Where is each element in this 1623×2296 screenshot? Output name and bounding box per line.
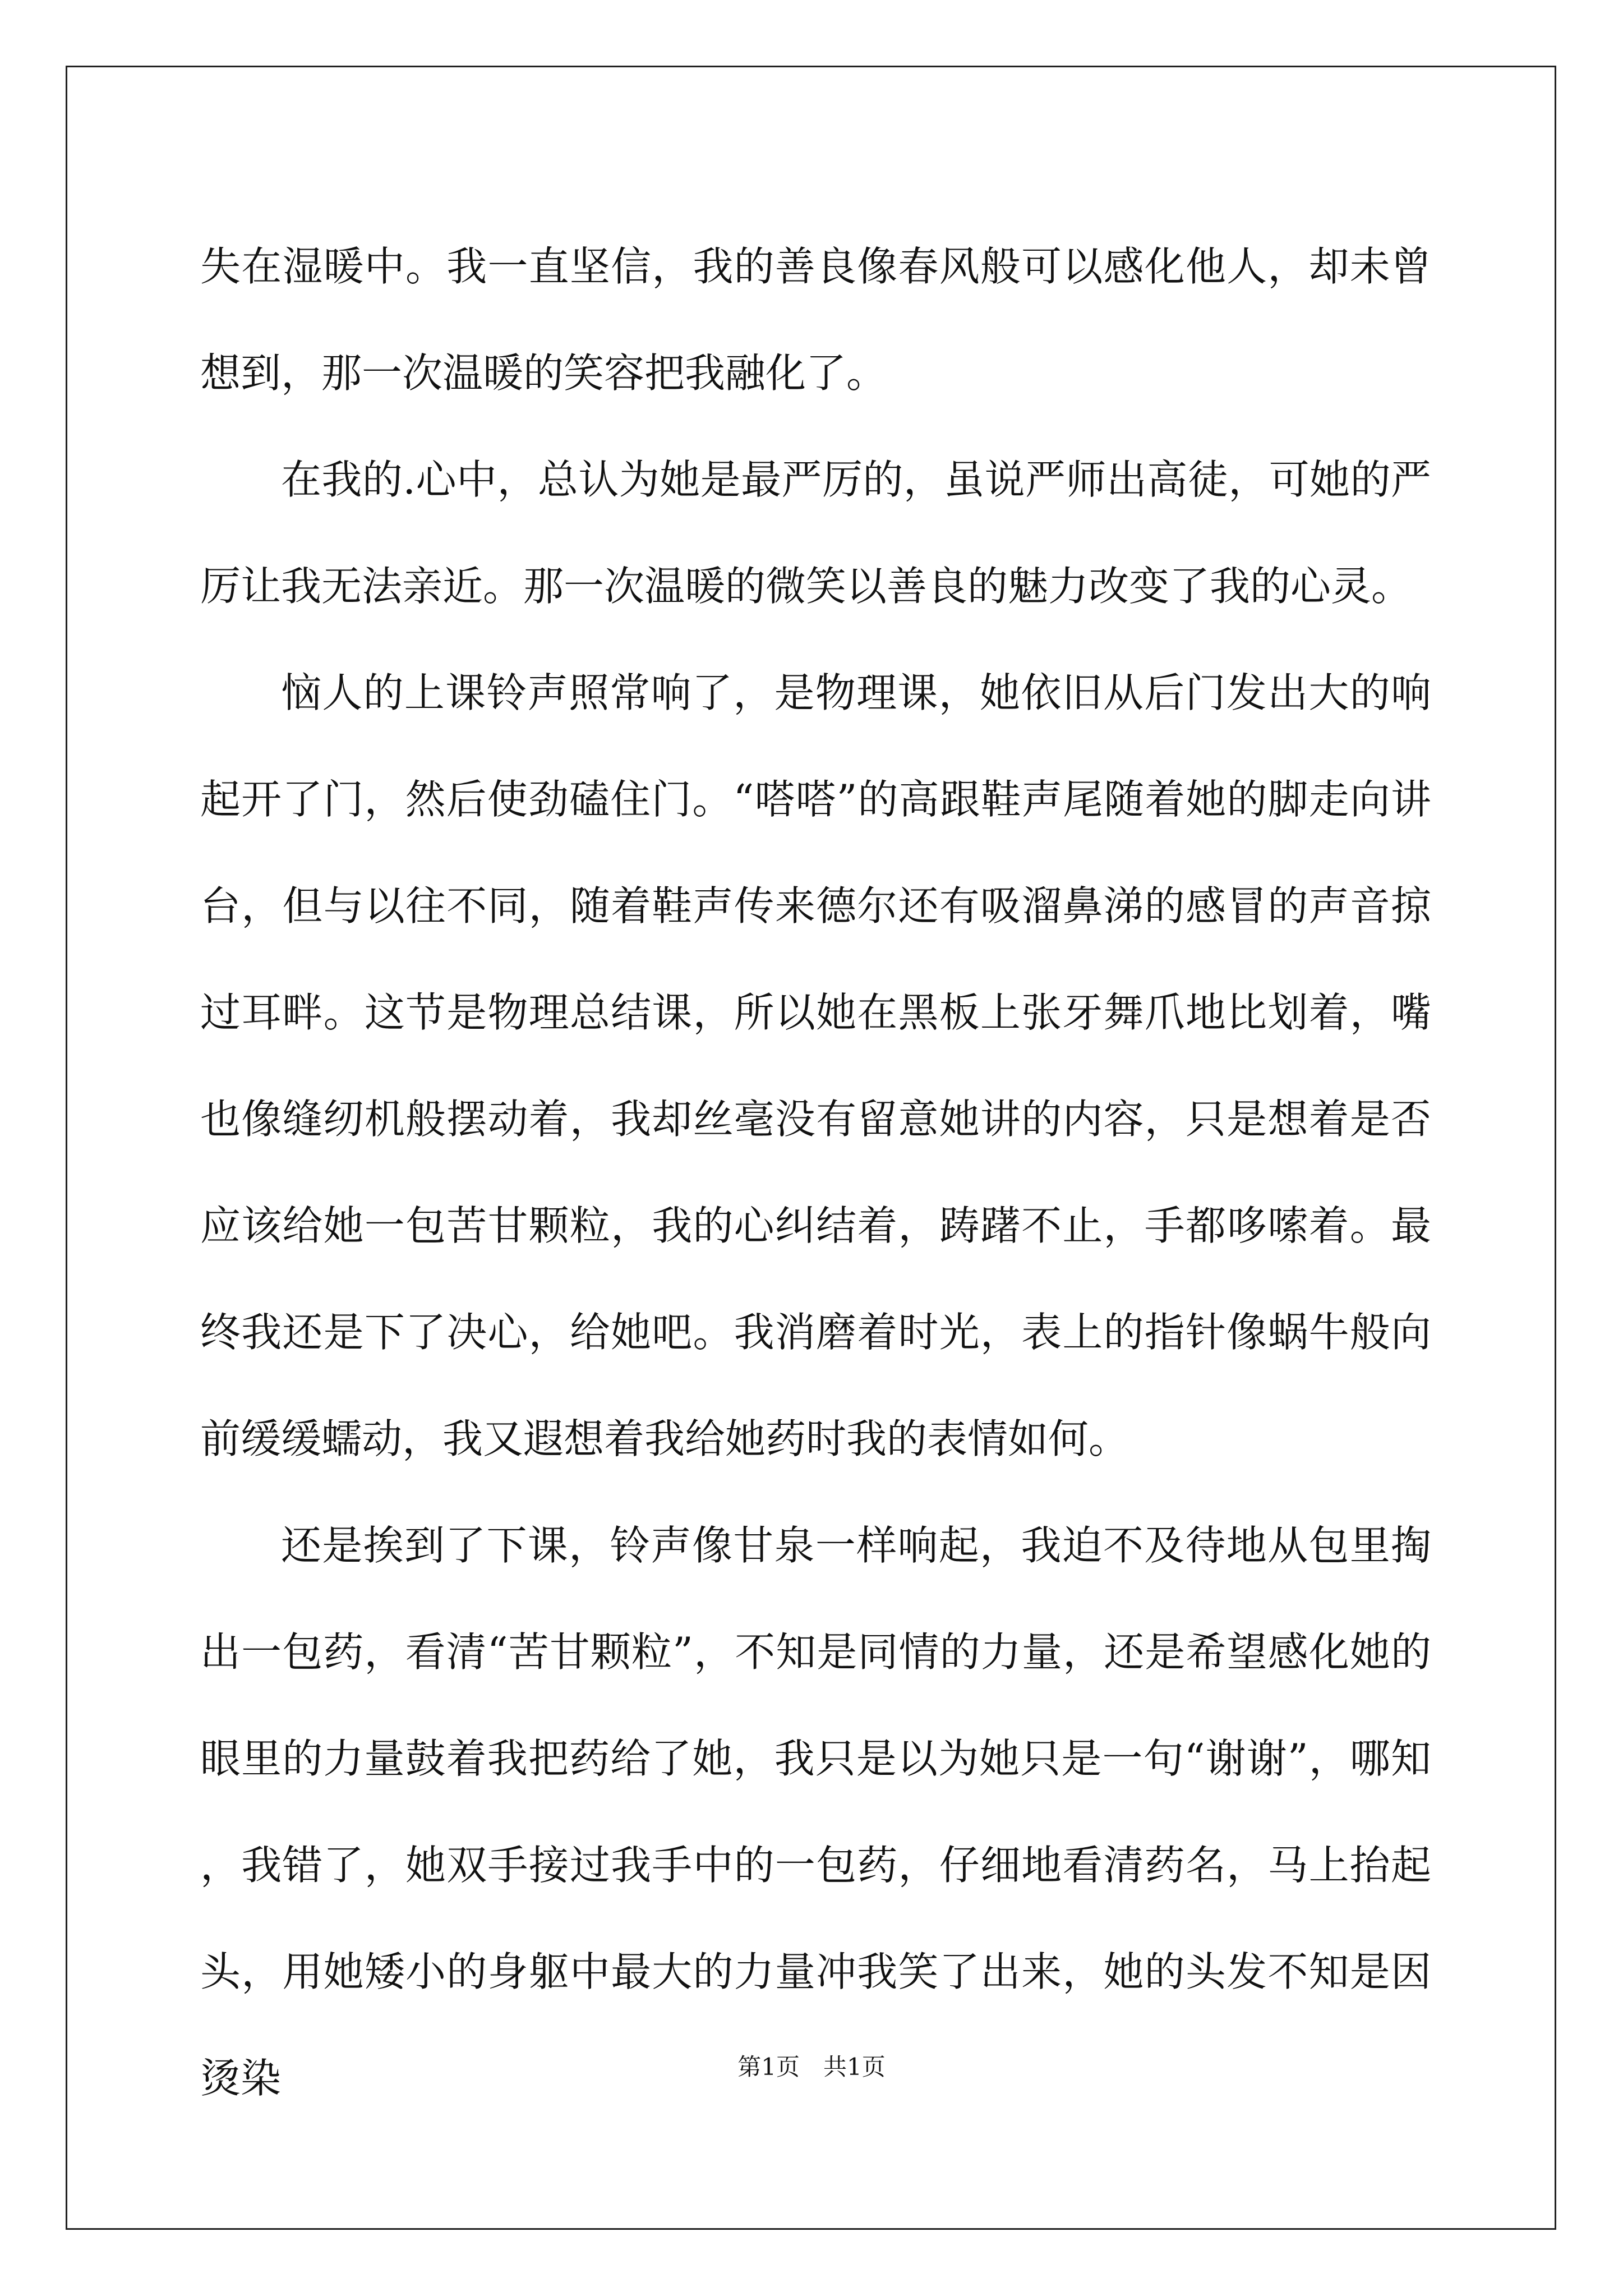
- paragraph-1: 失在湿暖中。我一直坚信，我的善良像春风般可以感化他人，却未曾想到，那一次温暖的笑容把我融化了。: [200, 243, 1431, 397]
- paragraph-2: 在我的.心中，总认为她是最严厉的，虽说严师出高徒，可她的严厉让我无法亲近。那一次温暖的微笑以善良的魅力改变了我的心灵。: [200, 456, 1431, 610]
- page-number-footer: 第1页 共1页: [737, 2053, 886, 2081]
- paragraph-3: 恼人的上课铃声照常响了，是物理课，她依旧从后门发出大的响起开了门，然后使劲磕住门。“嗒嗒”的高跟鞋声尾随着她的脚走向讲台，但与以往不同，随着鞋声传来德尔还有吸溜鼻涕的感冒的声音掠过耳畔。这节是物理总结课，所以她在黑板上张牙舞爪地比划着，嘴也像缝纫机般摆动着，我却丝毫没有留意她讲的内容，只是想着是否应该给她一包苦甘颗粒，我的心纠结着，踌躇不止，手都哆嗦着。最终我还是下了决心，给她吧。我消磨着时光，表上的指针像蜗牛般向前缓缓蠕动，我又遐想着我给她药时我的表情如何。: [200, 669, 1431, 1462]
- paragraph-4: 还是挨到了下课，铃声像甘泉一样响起，我迫不及待地从包里掏出一包药，看清“苦甘颗粒”，不知是同情的力量，还是希望感化她的眼里的力量鼓着我把药给了她，我只是以为她只是一句“谢谢”，哪知，我错了，她双手接过我手中的一包药，仔细地看清药名，马上抬起头，用她矮小的身躯中最大的力量冲我笑了出来，她的头发不知是因烫染: [200, 1522, 1431, 2102]
- document-body: [200, 213, 1431, 2132]
